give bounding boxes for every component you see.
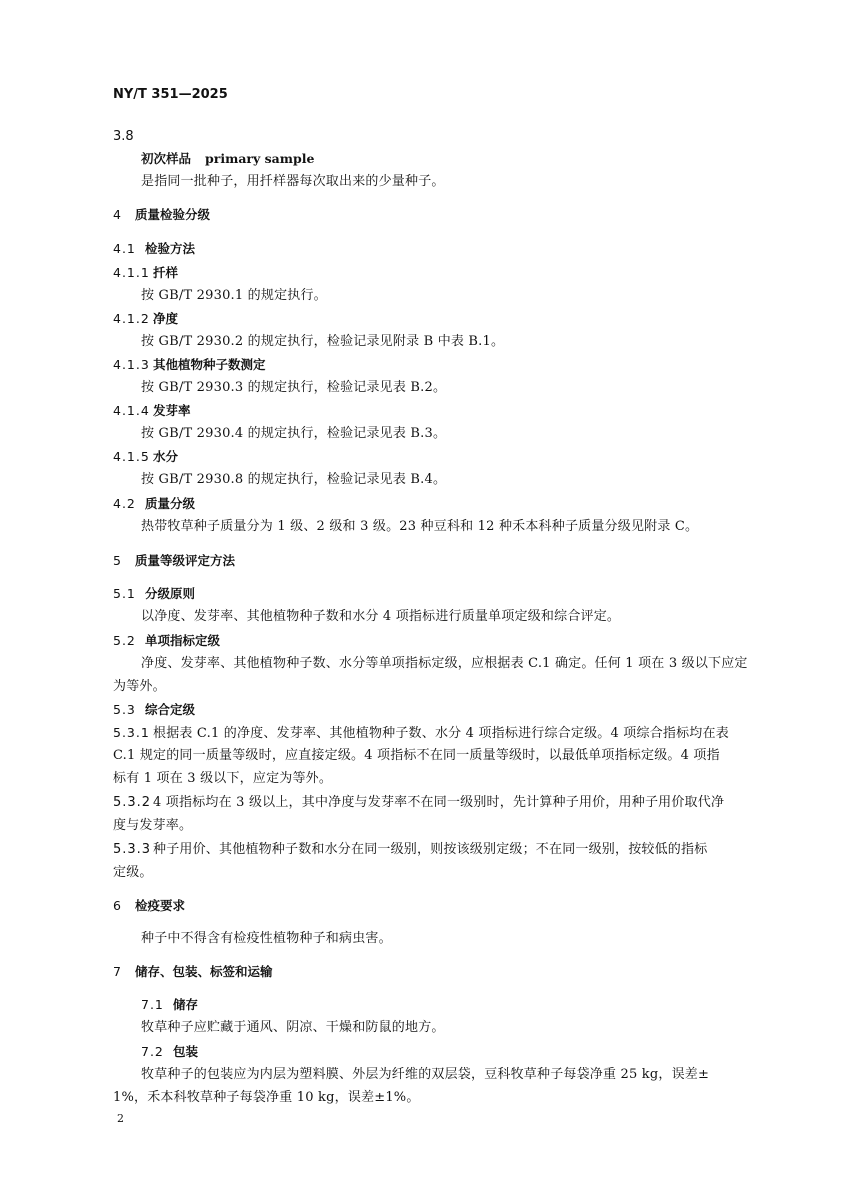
section-4-1-3-heading bbox=[113, 356, 266, 374]
section-number: 4.1.3 bbox=[113, 357, 150, 372]
section-4-1-4-heading bbox=[113, 402, 191, 420]
clause-3-8-number bbox=[113, 128, 135, 146]
section-title: 扦样 bbox=[153, 265, 179, 280]
section-5-3-heading bbox=[113, 701, 195, 719]
section-title: 发芽率 bbox=[153, 403, 191, 418]
section-7-2-line1: 牧草种子的包装应为内层为塑料膜、外层为纤维的双层袋，豆科牧草种子每袋净重 25 kg，误差± bbox=[141, 1067, 710, 1082]
section-4-1-1-heading bbox=[113, 264, 178, 282]
section-title: 检疫要求 bbox=[135, 898, 186, 913]
section-title: 单项指标定级 bbox=[145, 633, 221, 648]
section-number: 5.1 bbox=[113, 586, 136, 601]
section-4-1-4-text: 按 GB/T 2930.4 的规定执行，检验记录见表 B.3。 bbox=[141, 426, 447, 441]
section-7-heading bbox=[113, 963, 273, 981]
section-4-1-1-text: 按 GB/T 2930.1 的规定执行。 bbox=[141, 288, 327, 303]
section-title: 储存、包装、标签和运输 bbox=[135, 964, 273, 979]
section-7-1-text: 牧草种子应贮藏于通风、阴凉、干燥和防鼠的地方。 bbox=[141, 1020, 445, 1035]
section-number: 4.1.1 bbox=[113, 265, 150, 280]
section-title: 储存 bbox=[173, 997, 199, 1012]
section-5-3-1-line3: 标有 1 项在 3 级以下，应定为等外。 bbox=[113, 771, 333, 786]
section-number: 4.1.2 bbox=[113, 311, 150, 326]
term-en: primary sample bbox=[205, 151, 315, 166]
section-5-3-2-text: 4 项指标均在 3 级以上，其中净度与发芽率不在同一级别时，先计算种子用价，用种子用价取代净 bbox=[153, 795, 725, 810]
section-5-2-heading bbox=[113, 632, 220, 650]
section-4-2-heading bbox=[113, 495, 195, 513]
section-5-heading bbox=[113, 552, 235, 570]
section-5-2-text-line2: 为等外。 bbox=[113, 679, 166, 694]
term-cn: 初次样品 bbox=[141, 151, 192, 166]
section-number: 4.1.5 bbox=[113, 449, 150, 464]
section-7-2-line2: 1%，禾本科牧草种子每袋净重 10 kg，误差±1%。 bbox=[113, 1090, 420, 1105]
section-5-1-text: 以净度、发芽率、其他植物种子数和水分 4 项指标进行质量单项定级和综合评定。 bbox=[141, 609, 621, 624]
section-7-1-heading bbox=[141, 996, 198, 1014]
section-5-3-3-line1 bbox=[113, 841, 707, 859]
section-title: 检验方法 bbox=[145, 241, 196, 256]
section-title: 其他植物种子数测定 bbox=[153, 357, 266, 372]
document-id: NY/T 351—2025 bbox=[113, 87, 228, 102]
section-title: 净度 bbox=[153, 311, 179, 326]
section-5-3-2-line1 bbox=[113, 794, 724, 812]
section-number: 4.1.4 bbox=[113, 403, 150, 418]
section-number: 5 bbox=[113, 553, 121, 568]
section-5-3-3-line2: 定级。 bbox=[113, 865, 153, 880]
section-4-1-3-text: 按 GB/T 2930.3 的规定执行，检验记录见表 B.2。 bbox=[141, 380, 447, 395]
section-number: 5.3.3 bbox=[113, 842, 152, 857]
section-number: 4.2 bbox=[113, 496, 136, 511]
section-number: 7.2 bbox=[141, 1044, 164, 1059]
section-4-1-5-heading bbox=[113, 448, 178, 466]
clause-number: 3.8 bbox=[113, 129, 134, 144]
section-number: 4.1 bbox=[113, 241, 136, 256]
section-5-3-2-line2: 度与发芽率。 bbox=[113, 818, 193, 833]
page-number: 2 bbox=[117, 1112, 124, 1125]
section-number: 7.1 bbox=[141, 997, 164, 1012]
section-title: 水分 bbox=[153, 449, 179, 464]
section-title: 分级原则 bbox=[145, 586, 196, 601]
section-number: 4 bbox=[113, 207, 121, 222]
section-4-1-heading bbox=[113, 240, 195, 258]
section-4-1-5-text: 按 GB/T 2930.8 的规定执行，检验记录见表 B.4。 bbox=[141, 472, 447, 487]
section-5-1-heading bbox=[113, 585, 195, 603]
section-5-2-text-line1: 净度、发芽率、其他植物种子数、水分等单项指标定级，应根据表 C.1 确定。任何 1 项在 3 级以下应定 bbox=[141, 656, 748, 671]
section-5-3-3-text: 种子用价、其他植物种子数和水分在同一级别，则按该级别定级；不在同一级别，按较低的指标 bbox=[153, 842, 708, 857]
section-number: 5.3.2 bbox=[113, 795, 152, 810]
section-4-2-text: 热带牧草种子质量分为 1 级、2 级和 3 级。23 种豆科和 12 种禾本科种子质量分级见附录 C。 bbox=[141, 519, 699, 534]
section-number: 6 bbox=[113, 898, 121, 913]
section-4-heading bbox=[113, 206, 210, 224]
section-4-1-2-text: 按 GB/T 2930.2 的规定执行，检验记录见附录 B 中表 B.1。 bbox=[141, 334, 505, 349]
section-5-3-1-text: 根据表 C.1 的净度、发芽率、其他植物种子数、水分 4 项指标进行综合定级。4 项综合指标均在表 bbox=[153, 726, 729, 741]
term-definition: 是指同一批种子，用扦样器每次取出来的少量种子。 bbox=[141, 174, 445, 189]
section-title: 包装 bbox=[173, 1044, 199, 1059]
section-title: 质量检验分级 bbox=[135, 207, 211, 222]
section-6-text: 种子中不得含有检疫性植物种子和病虫害。 bbox=[141, 931, 392, 946]
section-title: 质量分级 bbox=[145, 496, 196, 511]
section-title: 质量等级评定方法 bbox=[135, 553, 236, 568]
section-5-3-1-line1 bbox=[113, 724, 729, 743]
term-heading bbox=[141, 150, 314, 168]
section-number: 7 bbox=[113, 964, 121, 979]
section-title: 综合定级 bbox=[145, 702, 196, 717]
section-number: 5.3.1 bbox=[113, 725, 150, 740]
section-5-3-1-line2: C.1 规定的同一质量等级时，应直接定级。4 项指标不在同一质量等级时，以最低单项指标定级。4 项指 bbox=[113, 748, 720, 763]
section-number: 5.2 bbox=[113, 633, 136, 648]
section-6-heading bbox=[113, 897, 185, 915]
section-4-1-2-heading bbox=[113, 310, 178, 328]
section-number: 5.3 bbox=[113, 702, 136, 717]
section-7-2-heading bbox=[141, 1043, 198, 1061]
